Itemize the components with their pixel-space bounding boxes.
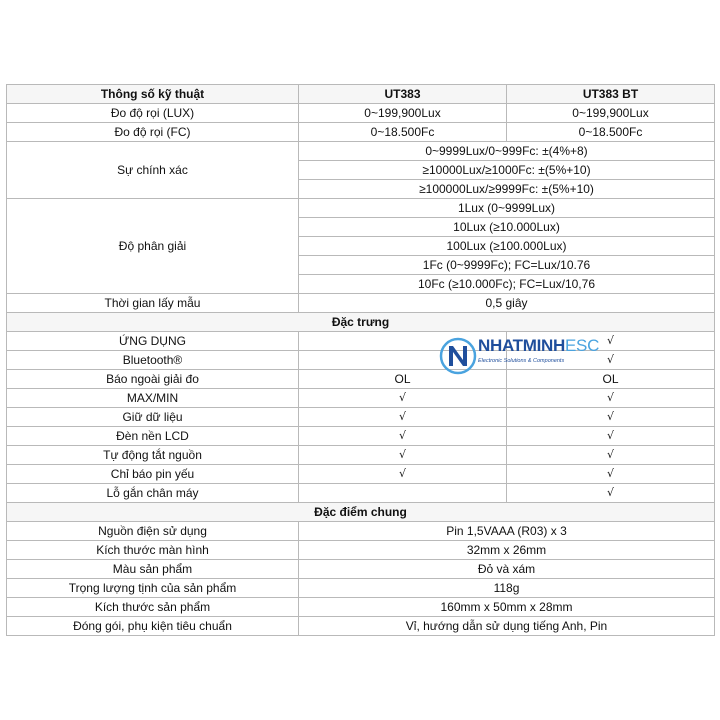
table-row — [7, 332, 715, 351]
cell-ut383bt: OL — [507, 370, 715, 389]
table-row — [7, 389, 715, 408]
nhatminh-logo — [438, 334, 600, 378]
row-label: Đèn nền LCD — [7, 427, 299, 446]
cell-ut383: OL — [299, 370, 507, 389]
table-row — [7, 427, 715, 446]
cell-resolution: 10Fc (≥10.000Fc); FC=Lux/10,76 — [299, 275, 715, 294]
logo-tagline: Electronic Solutions & Components — [478, 358, 565, 364]
row-label: MAX/MIN — [7, 389, 299, 408]
cell-ut383 — [299, 484, 507, 503]
logo-brand — [478, 336, 599, 356]
table-row — [7, 104, 715, 123]
cell-ut383bt: 0~199,900Lux — [507, 104, 715, 123]
row-label: Chỉ báo pin yếu — [7, 465, 299, 484]
table-row — [7, 199, 715, 218]
table-row — [7, 617, 715, 636]
table-row — [7, 351, 715, 370]
cell-ut383bt: √ — [507, 427, 715, 446]
n-logo-icon — [438, 336, 478, 376]
row-label: Giữ dữ liệu — [7, 408, 299, 427]
header-row — [7, 85, 715, 104]
row-label: Đo độ rọi (LUX) — [7, 104, 299, 123]
row-label: Trọng lượng tịnh của sản phẩm — [7, 579, 299, 598]
cell-accuracy: ≥100000Lux/≥9999Fc: ±(5%+10) — [299, 180, 715, 199]
table-row — [7, 541, 715, 560]
table-row — [7, 123, 715, 142]
row-label: Thời gian lấy mẫu — [7, 294, 299, 313]
logo-brand-esc: ESC — [565, 336, 600, 355]
cell-value: Đỏ và xám — [299, 560, 715, 579]
row-label: Độ phân giải — [7, 199, 299, 294]
cell-ut383bt: √ — [507, 465, 715, 484]
table-row — [7, 408, 715, 427]
row-label: Sự chính xác — [7, 142, 299, 199]
cell-ut383bt: √ — [507, 446, 715, 465]
cell-value: Pin 1,5VAAA (R03) x 3 — [299, 522, 715, 541]
row-label: Đo độ rọi (FC) — [7, 123, 299, 142]
cell-ut383: √ — [299, 408, 507, 427]
section-title-general: Đặc điểm chung — [7, 503, 715, 522]
row-label: Nguồn điện sử dụng — [7, 522, 299, 541]
cell-value: 32mm x 26mm — [299, 541, 715, 560]
table-row — [7, 370, 715, 389]
cell-ut383: √ — [299, 427, 507, 446]
header-ut383: UT383 — [299, 85, 507, 104]
section-row — [7, 313, 715, 332]
logo-brand-main: NHATMINH — [478, 336, 565, 355]
table-row — [7, 598, 715, 617]
table-row — [7, 484, 715, 503]
table-row — [7, 522, 715, 541]
cell-ut383bt: 0~18.500Fc — [507, 123, 715, 142]
cell-ut383: 0~199,900Lux — [299, 104, 507, 123]
cell-accuracy: ≥10000Lux/≥1000Fc: ±(5%+10) — [299, 161, 715, 180]
cell-ut383bt: √ — [507, 351, 715, 370]
table-row — [7, 294, 715, 313]
table-row — [7, 142, 715, 161]
cell-sampling: 0,5 giây — [299, 294, 715, 313]
cell-ut383: √ — [299, 465, 507, 484]
table-row — [7, 465, 715, 484]
row-label: ỨNG DỤNG — [7, 332, 299, 351]
cell-ut383: 0~18.500Fc — [299, 123, 507, 142]
table-row — [7, 446, 715, 465]
row-label: Đóng gói, phụ kiện tiêu chuẩn — [7, 617, 299, 636]
header-spec: Thông số kỹ thuật — [7, 85, 299, 104]
header-ut383bt: UT383 BT — [507, 85, 715, 104]
cell-ut383bt: √ — [507, 408, 715, 427]
row-label: Màu sản phẩm — [7, 560, 299, 579]
row-label: Lỗ gắn chân máy — [7, 484, 299, 503]
cell-ut383bt: √ — [507, 332, 715, 351]
table-row — [7, 579, 715, 598]
row-label: Kích thước sản phẩm — [7, 598, 299, 617]
cell-resolution: 1Fc (0~9999Fc); FC=Lux/10.76 — [299, 256, 715, 275]
cell-value: 118g — [299, 579, 715, 598]
row-label: Bluetooth® — [7, 351, 299, 370]
cell-value: Vỉ, hướng dẫn sử dụng tiếng Anh, Pin — [299, 617, 715, 636]
cell-ut383bt: √ — [507, 389, 715, 408]
section-title-features: Đặc trưng — [7, 313, 715, 332]
row-label: Báo ngoài giải đo — [7, 370, 299, 389]
row-label: Kích thước màn hình — [7, 541, 299, 560]
row-label: Tự động tắt nguồn — [7, 446, 299, 465]
cell-resolution: 10Lux (≥10.000Lux) — [299, 218, 715, 237]
cell-accuracy: 0~9999Lux/0~999Fc: ±(4%+8) — [299, 142, 715, 161]
section-row — [7, 503, 715, 522]
cell-ut383: √ — [299, 389, 507, 408]
cell-resolution: 100Lux (≥100.000Lux) — [299, 237, 715, 256]
table-row — [7, 560, 715, 579]
cell-resolution: 1Lux (0~9999Lux) — [299, 199, 715, 218]
cell-ut383: √ — [299, 446, 507, 465]
cell-value: 160mm x 50mm x 28mm — [299, 598, 715, 617]
spec-table — [6, 84, 715, 636]
cell-ut383bt: √ — [507, 484, 715, 503]
